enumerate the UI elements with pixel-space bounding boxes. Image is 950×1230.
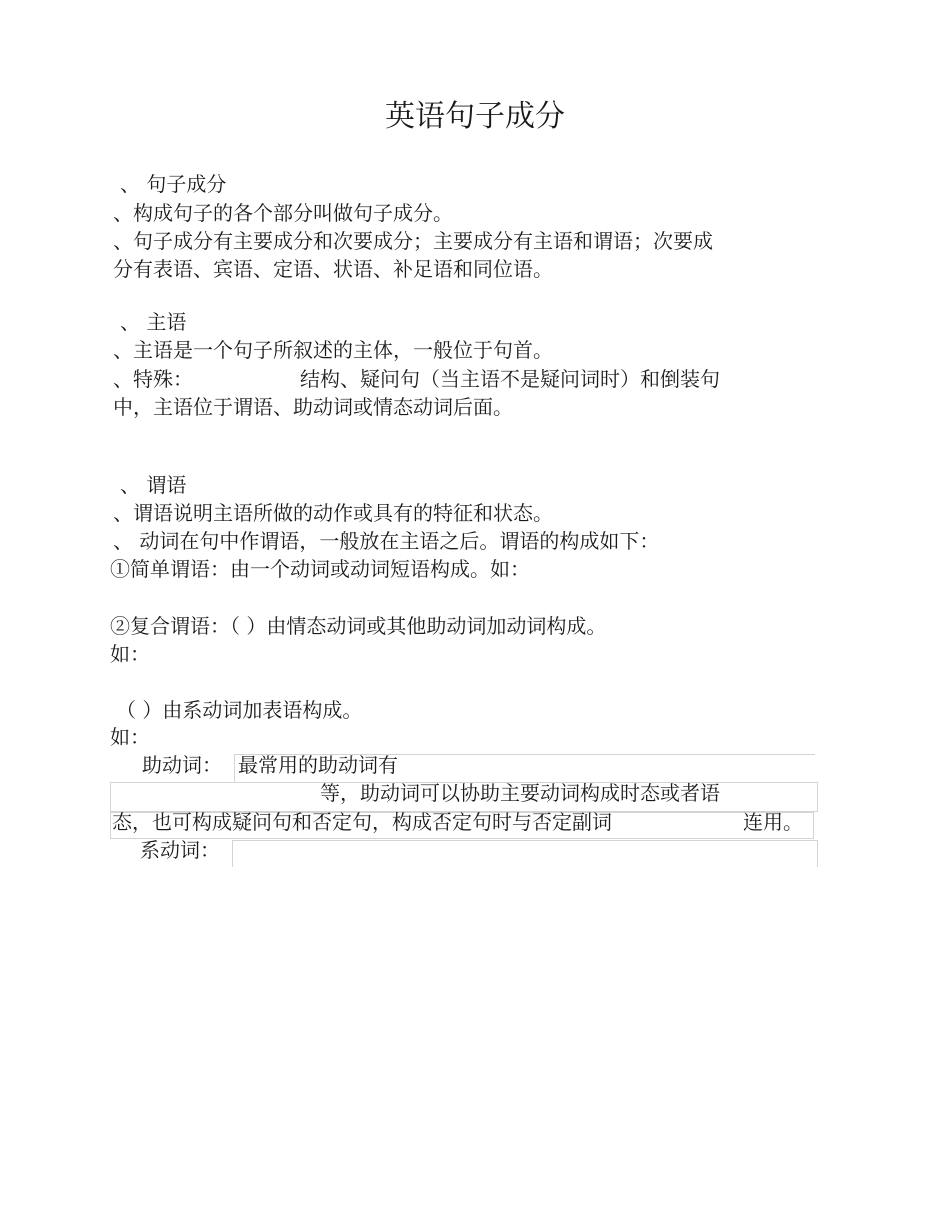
aux-verb-line3: 态，也可构成疑问句和否定句，构成否定句时与否定副词 (112, 810, 612, 834)
section1-item2-line1: 、句子成分有主要成分和次要成分；主要成分有主语和谓语；次要成 (113, 229, 713, 253)
aux-verb-line2: 等，助动词可以协助主要动词构成时态或者语 (320, 781, 720, 805)
section2-item1: 、主语是一个句子所叙述的主体，一般位于句首。 (113, 338, 553, 362)
section3-heading: 、 谓语 (120, 473, 187, 497)
section2-item2-line2: 中，主语位于谓语、助动词或情态动词后面。 (113, 395, 513, 419)
section2-item2-lead: 、特殊： (113, 367, 193, 391)
aux-verb-line3-end: 连用。 (743, 810, 803, 834)
section3-item1: 、谓语说明主语所做的动作或具有的特征和状态。 (113, 501, 553, 525)
document-title: 英语句子成分 (385, 99, 565, 134)
linking-predicate: （ ）由系动词加表语构成。 (116, 698, 363, 722)
aux-verb-line1: 最常用的助动词有 (238, 753, 398, 777)
section1-item2-line2: 分有表语、宾语、定语、状语、补足语和同位语。 (113, 257, 553, 281)
section1-item1: 、构成句子的各个部分叫做句子成分。 (113, 201, 453, 225)
aux-verb-label: 助动词： (142, 753, 222, 777)
linking-verb-label: 系动词： (140, 838, 220, 862)
section2-item2-rest: 结构、疑问句（当主语不是疑问词时）和倒装句 (300, 367, 720, 391)
section1-heading: 、 句子成分 (120, 172, 227, 196)
link-field-box (232, 840, 818, 867)
section3-item2: 、 动词在句中作谓语，一般放在主语之后。谓语的构成如下： (113, 529, 660, 553)
example-label-1: 如： (110, 642, 150, 666)
simple-predicate: ①简单谓语：由一个动词或动词短语构成。如： (110, 557, 530, 581)
compound-predicate: ②复合谓语：（ ）由情态动词或其他助动词加动词构成。 (110, 614, 607, 638)
section2-heading: 、 主语 (120, 310, 187, 334)
example-label-2: 如： (110, 725, 150, 749)
